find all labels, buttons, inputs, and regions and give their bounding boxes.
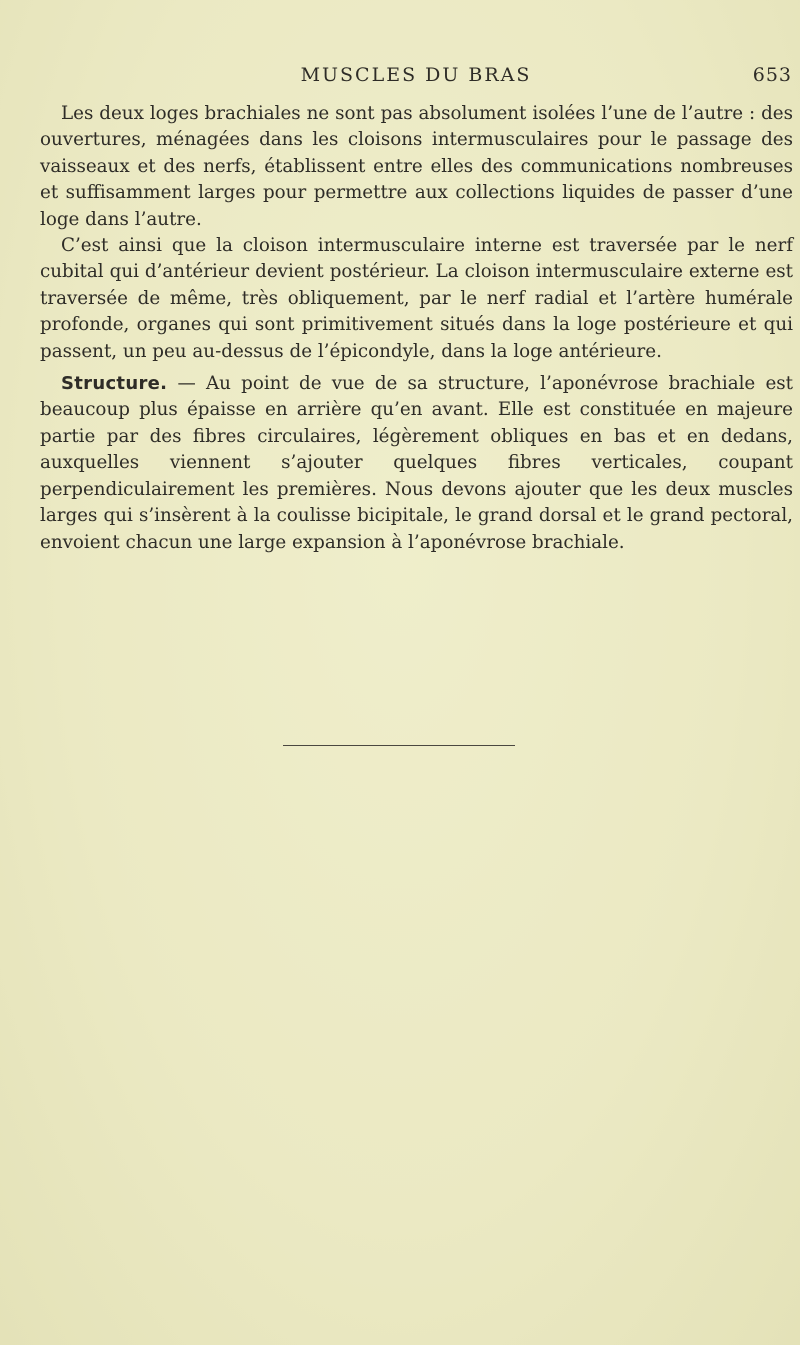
running-head-title: MUSCLES DU BRAS [300, 64, 532, 86]
section-heading-structure: Structure. [61, 373, 168, 395]
structure-text: — Au point de vue de sa structure, l’aponévrose brachiale est beaucoup plus épaisse en arrière qu’en avant. Elle est constituée en majeure partie par des fibres circulaires, légèrement obliques en bas et en dedans, auxquelles viennent s’ajouter quelques fibres verticales, coupant perpendiculairement les premières. Nous devons ajouter que les deux muscles larges qui s’insèrent à la coulisse bicipitale, le grand dorsal et le grand pectoral, envoient chacun une large expansion à l’aponévrose brachiale. [40, 373, 793, 553]
body-text [40, 101, 793, 556]
running-head [40, 64, 792, 92]
section-divider-rule [283, 745, 515, 746]
paragraph-cloisons: C’est ainsi que la cloison intermusculaire interne est traversée par le nerf cubital qui d’antérieur devient postérieur. La cloison intermusculaire externe est traversée de même, très obliquement, par le nerf radial et l’artère humérale profonde, organes qui sont primitivement situés dans la loge postérieure et qui passent, un peu au-dessus de l’épicondyle, dans la loge antérieure. [40, 235, 793, 362]
page-number: 653 [752, 64, 792, 86]
paragraph-loges: Les deux loges brachiales ne sont pas absolument isolées l’une de l’autre : des ouvertures, ménagées dans les cloisons intermusculaires pour le passage des vaisseaux et des nerfs, établissent entre elles des communications nombreuses et suffisamment larges pour permettre aux collections liquides de passer d’une loge dans l’autre. [40, 103, 793, 230]
paragraph-structure [40, 371, 793, 556]
